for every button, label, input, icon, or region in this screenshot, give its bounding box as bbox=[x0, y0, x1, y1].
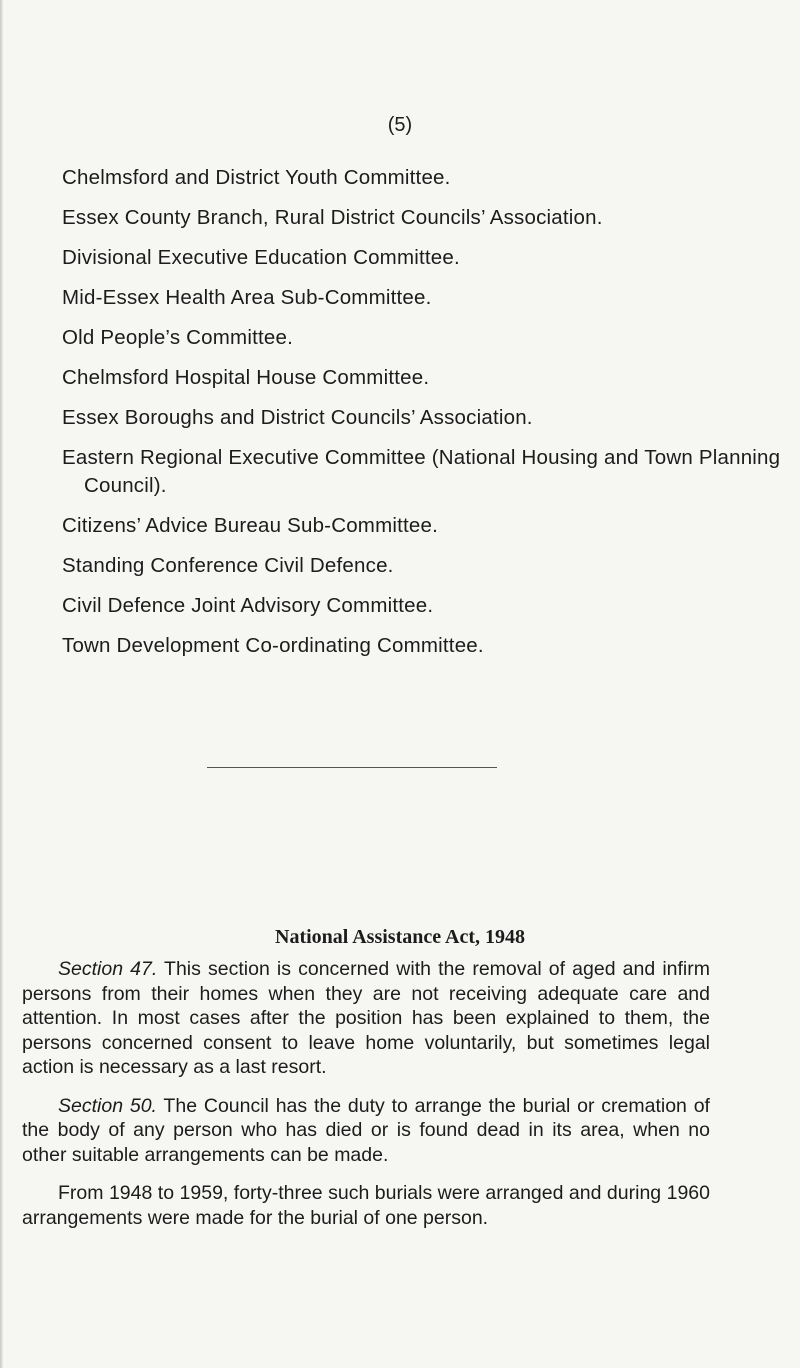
section-label: Section 47. bbox=[58, 958, 158, 980]
list-item bbox=[62, 404, 782, 432]
committee-name: Essex County Branch, Rural District Councils’ Association. bbox=[62, 206, 603, 229]
paragraph-text: The Council has the duty to arrange the burial or cremation of the body of any person who has died or is found dead in its area, when no other suitable arrangements can be made. bbox=[22, 1094, 710, 1166]
list-item bbox=[62, 364, 782, 392]
paragraph bbox=[22, 1181, 710, 1230]
list-item bbox=[62, 512, 782, 540]
section-label: Section 50. bbox=[58, 1094, 157, 1117]
committee-name: Mid-Essex Health Area Sub-Committee. bbox=[62, 286, 432, 309]
committee-name: Citizens’ Advice Bureau Sub-Committee. bbox=[62, 514, 438, 537]
section-divider bbox=[207, 767, 497, 768]
section-title: National Assistance Act, 1948 bbox=[275, 926, 525, 948]
committee-name: Essex Boroughs and District Councils’ Association. bbox=[62, 406, 533, 429]
committee-name: Chelmsford Hospital House Committee. bbox=[62, 366, 430, 389]
list-item bbox=[62, 632, 782, 660]
list-item bbox=[62, 284, 782, 312]
committee-name: Divisional Executive Education Committee. bbox=[62, 246, 460, 269]
committee-name: Eastern Regional Executive Committee (National Housing and Town Planning Council). bbox=[62, 446, 781, 497]
committee-name: Chelmsford and District Youth Committee. bbox=[62, 166, 451, 189]
paragraph bbox=[22, 1094, 710, 1168]
paragraph-text: This section is concerned with the removal of aged and infirm persons from their homes when they are not receiving adequate care and attention. In most cases after the position has been explained to them, the persons concerned consent to leave home voluntarily, but sometimes legal action is necessary as a last resort. bbox=[22, 958, 710, 1078]
committee-name: Standing Conference Civil Defence. bbox=[62, 554, 394, 577]
paragraph bbox=[22, 957, 710, 1080]
page-number: (5) bbox=[387, 114, 413, 136]
committee-list bbox=[62, 164, 782, 672]
list-item bbox=[62, 552, 782, 580]
list-item bbox=[62, 324, 782, 352]
page-edge bbox=[0, 0, 3, 1368]
list-item bbox=[62, 204, 782, 232]
body-text bbox=[22, 957, 710, 1244]
committee-name: Civil Defence Joint Advisory Committee. bbox=[62, 594, 434, 617]
list-item bbox=[62, 244, 782, 272]
list-item bbox=[62, 164, 782, 192]
list-item bbox=[62, 444, 782, 500]
paragraph-text: From 1948 to 1959, forty-three such burials were arranged and during 1960 arrangements were made for the burial of one person. bbox=[22, 1182, 710, 1229]
committee-name: Town Development Co-ordinating Committee. bbox=[62, 634, 484, 657]
committee-name: Old People’s Committee. bbox=[62, 326, 293, 349]
list-item bbox=[62, 592, 782, 620]
